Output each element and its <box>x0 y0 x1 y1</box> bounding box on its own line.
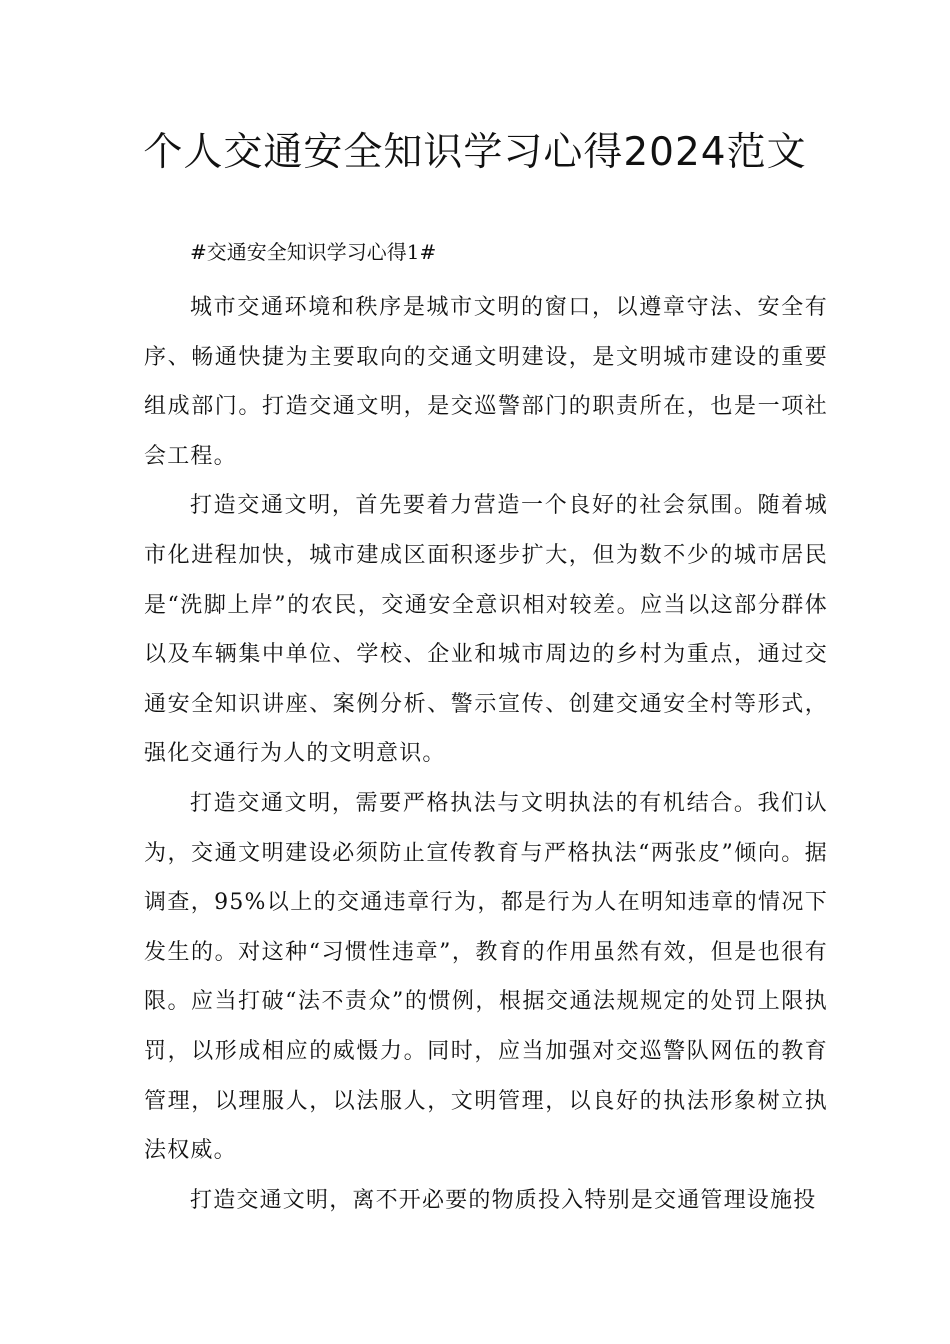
paragraph-1: 城市交通环境和秩序是城市文明的窗口，以遵章守法、安全有序、畅通快捷为主要取向的交通文明建设，是文明城市建设的重要组成部门。打造交通文明，是交巡警部门的职责所在，也是一项社会工程。 <box>144 295 828 469</box>
section-heading: #交通安全知识学习心得1# <box>190 240 437 264</box>
document-body <box>144 234 828 1225</box>
paragraph-4: 打造交通文明，离不开必要的物质投入特别是交通管理设施投 <box>190 1187 817 1213</box>
paragraph-3: 打造交通文明，需要严格执法与文明执法的有机结合。我们认为，交通文明建设必须防止宣传教育与严格执法“两张皮”倾向。据调查，95%以上的交通违章行为，都是行为人在明知违章的情况下发生的。对这种“习惯性违章”，教育的作用虽然有效，但是也很有限。应当打破“法不责众”的惯例，根据交通法规规定的处罚上限执罚，以形成相应的威慑力。同时，应当加强对交巡警队网伍的教育管理，以理服人，以法服人，文明管理，以良好的执法形象树立执法权威。 <box>144 790 828 1164</box>
paragraph-2: 打造交通文明，首先要着力营造一个良好的社会氛围。随着城市化进程加快，城市建成区面积逐步扩大，但为数不少的城市居民是“洗脚上岸”的农民，交通安全意识相对较差。应当以这部分群体以及车辆集中单位、学校、企业和城市周边的乡村为重点，通过交通安全知识讲座、案例分析、警示宣传、创建交通安全村等形式，强化交通行为人的文明意识。 <box>144 493 828 767</box>
document-title: 个人交通安全知识学习心得2024范文 <box>143 130 807 175</box>
